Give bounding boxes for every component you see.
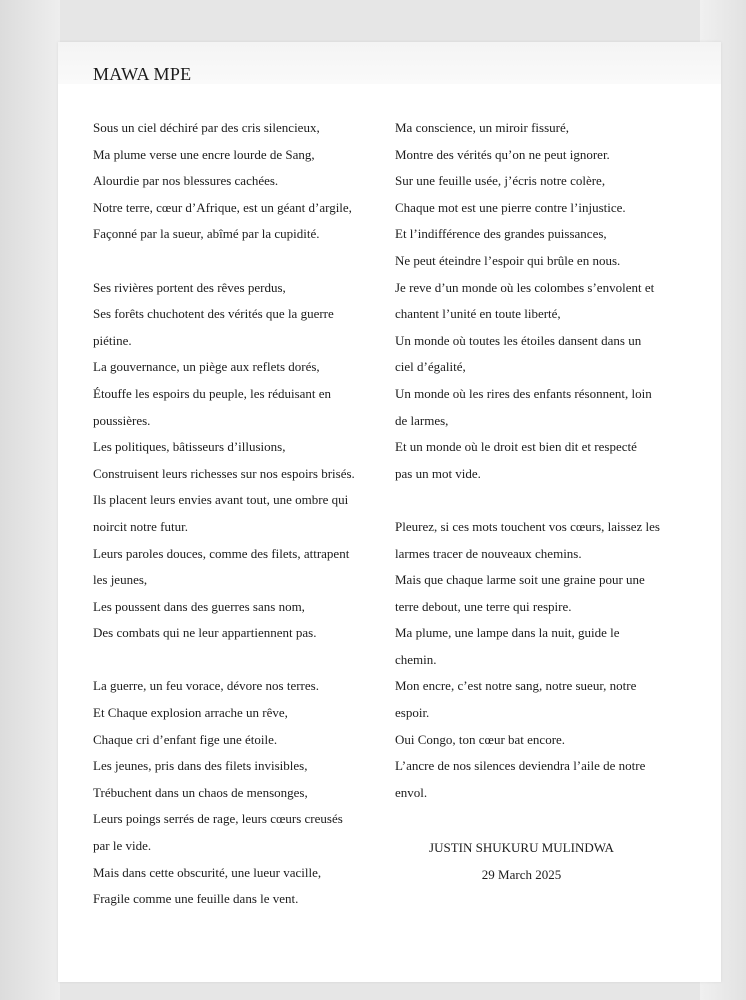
poem-line: Je reve d’un monde où les colombes s’envolent et xyxy=(395,279,655,295)
poem-line: Leurs poings serrés de rage, leurs cœurs creusés xyxy=(93,811,343,827)
poem-line: Les jeunes, pris dans des filets invisibles, xyxy=(93,758,308,774)
poem-line: Chaque mot est une pierre contre l’injustice. xyxy=(395,199,626,215)
poem-line: piétine. xyxy=(93,332,132,348)
poem-line: chemin. xyxy=(395,651,437,667)
author-name: JUSTIN SHUKURU MULINDWA xyxy=(429,840,614,855)
poem-line: par le vide. xyxy=(93,838,152,854)
poem-line: Sur une feuille usée, j’écris notre colère, xyxy=(395,173,606,189)
poem-title: MAWA MPE xyxy=(93,64,192,84)
poem-line: Ma plume verse une encre lourde de Sang, xyxy=(93,146,315,162)
poem-line: Construisent leurs richesses sur nos espoirs brisés. xyxy=(93,465,355,481)
poem-line: Sous un ciel déchiré par des cris silencieux, xyxy=(93,120,320,135)
stanza-gap xyxy=(93,647,383,674)
poem-line: Ne peut éteindre l’espoir qui brûle en nous. xyxy=(395,252,621,268)
poem-line: les jeunes, xyxy=(93,572,148,588)
poem-line: envol. xyxy=(395,784,428,800)
poem-line: Mon encre, c’est notre sang, notre sueur, notre xyxy=(395,678,637,694)
poem-left-column xyxy=(93,115,383,913)
poem-line: Trébuchent dans un chaos de mensonges, xyxy=(93,784,308,800)
poem-right-column xyxy=(395,115,695,806)
poem-line: espoir. xyxy=(395,705,430,721)
poem-line: Alourdie par nos blessures cachées. xyxy=(93,173,279,189)
poem-line: La gouvernance, un piège aux reflets dorés, xyxy=(93,359,320,375)
poem-line: Et l’indifférence des grandes puissances, xyxy=(395,226,607,242)
poem-line: Étouffe les espoirs du peuple, les réduisant en xyxy=(93,385,332,401)
poem-line: Des combats qui ne leur appartiennent pas. xyxy=(93,625,317,641)
poem-line: Mais que chaque larme soit une graine pour une xyxy=(395,572,645,588)
poem-line: terre debout, une terre qui respire. xyxy=(395,598,572,614)
poem-line: Pleurez, si ces mots touchent vos cœurs, laissez les xyxy=(395,518,660,534)
poem-line: Un monde où toutes les étoiles dansent dans un xyxy=(395,332,642,348)
stanza-gap xyxy=(395,487,695,514)
poem-line: ciel d’égalité, xyxy=(395,359,466,375)
poem-line: Les politiques, bâtisseurs d’illusions, xyxy=(93,439,286,455)
poem-line: La guerre, un feu vorace, dévore nos terres. xyxy=(93,678,319,694)
poem-line: noircit notre futur. xyxy=(93,518,188,534)
background-left xyxy=(0,0,60,1000)
document-page xyxy=(58,42,721,982)
poem-line: Fragile comme une feuille dans le vent. xyxy=(93,891,299,907)
poem-line: Et un monde où le droit est bien dit et respecté xyxy=(395,439,637,455)
poem-line: Façonné par la sueur, abîmé par la cupidité. xyxy=(93,226,320,242)
poem-line: Un monde où les rires des enfants résonnent, loin xyxy=(395,385,652,401)
poem-line: Notre terre, cœur d’Afrique, est un géant d’argile, xyxy=(93,199,352,215)
poem-line: Ma conscience, un miroir fissuré, xyxy=(395,120,570,135)
poem-line: Chaque cri d’enfant fige une étoile. xyxy=(93,731,278,747)
poem-line: Montre des vérités qu’on ne peut ignorer. xyxy=(395,146,610,162)
poem-line: Et Chaque explosion arrache un rêve, xyxy=(93,705,288,721)
poem-line: pas un mot vide. xyxy=(395,465,481,481)
stanza-gap xyxy=(93,248,383,275)
poem-line: Oui Congo, ton cœur bat encore. xyxy=(395,731,566,747)
poem-line: Ses forêts chuchotent des vérités que la guerre xyxy=(93,306,334,322)
poem-line: chantent l’unité en toute liberté, xyxy=(395,306,561,322)
poem-line: L’ancre de nos silences deviendra l’aile de notre xyxy=(395,758,646,774)
poem-line: Leurs paroles douces, comme des filets, attrapent xyxy=(93,545,350,561)
poem-date: 29 March 2025 xyxy=(481,867,562,882)
signature-block xyxy=(395,834,648,888)
poem-line: larmes tracer de nouveaux chemins. xyxy=(395,545,582,561)
poem-line: Les poussent dans des guerres sans nom, xyxy=(93,598,305,614)
poem-line: de larmes, xyxy=(395,412,449,428)
poem-line: Ma plume, une lampe dans la nuit, guide le xyxy=(395,625,620,641)
poem-line: Ses rivières portent des rêves perdus, xyxy=(93,279,286,295)
poem-line: Mais dans cette obscurité, une lueur vacille, xyxy=(93,864,322,880)
poem-line: Ils placent leurs envies avant tout, une ombre qui xyxy=(93,492,349,508)
poem-line: poussières. xyxy=(93,412,151,428)
